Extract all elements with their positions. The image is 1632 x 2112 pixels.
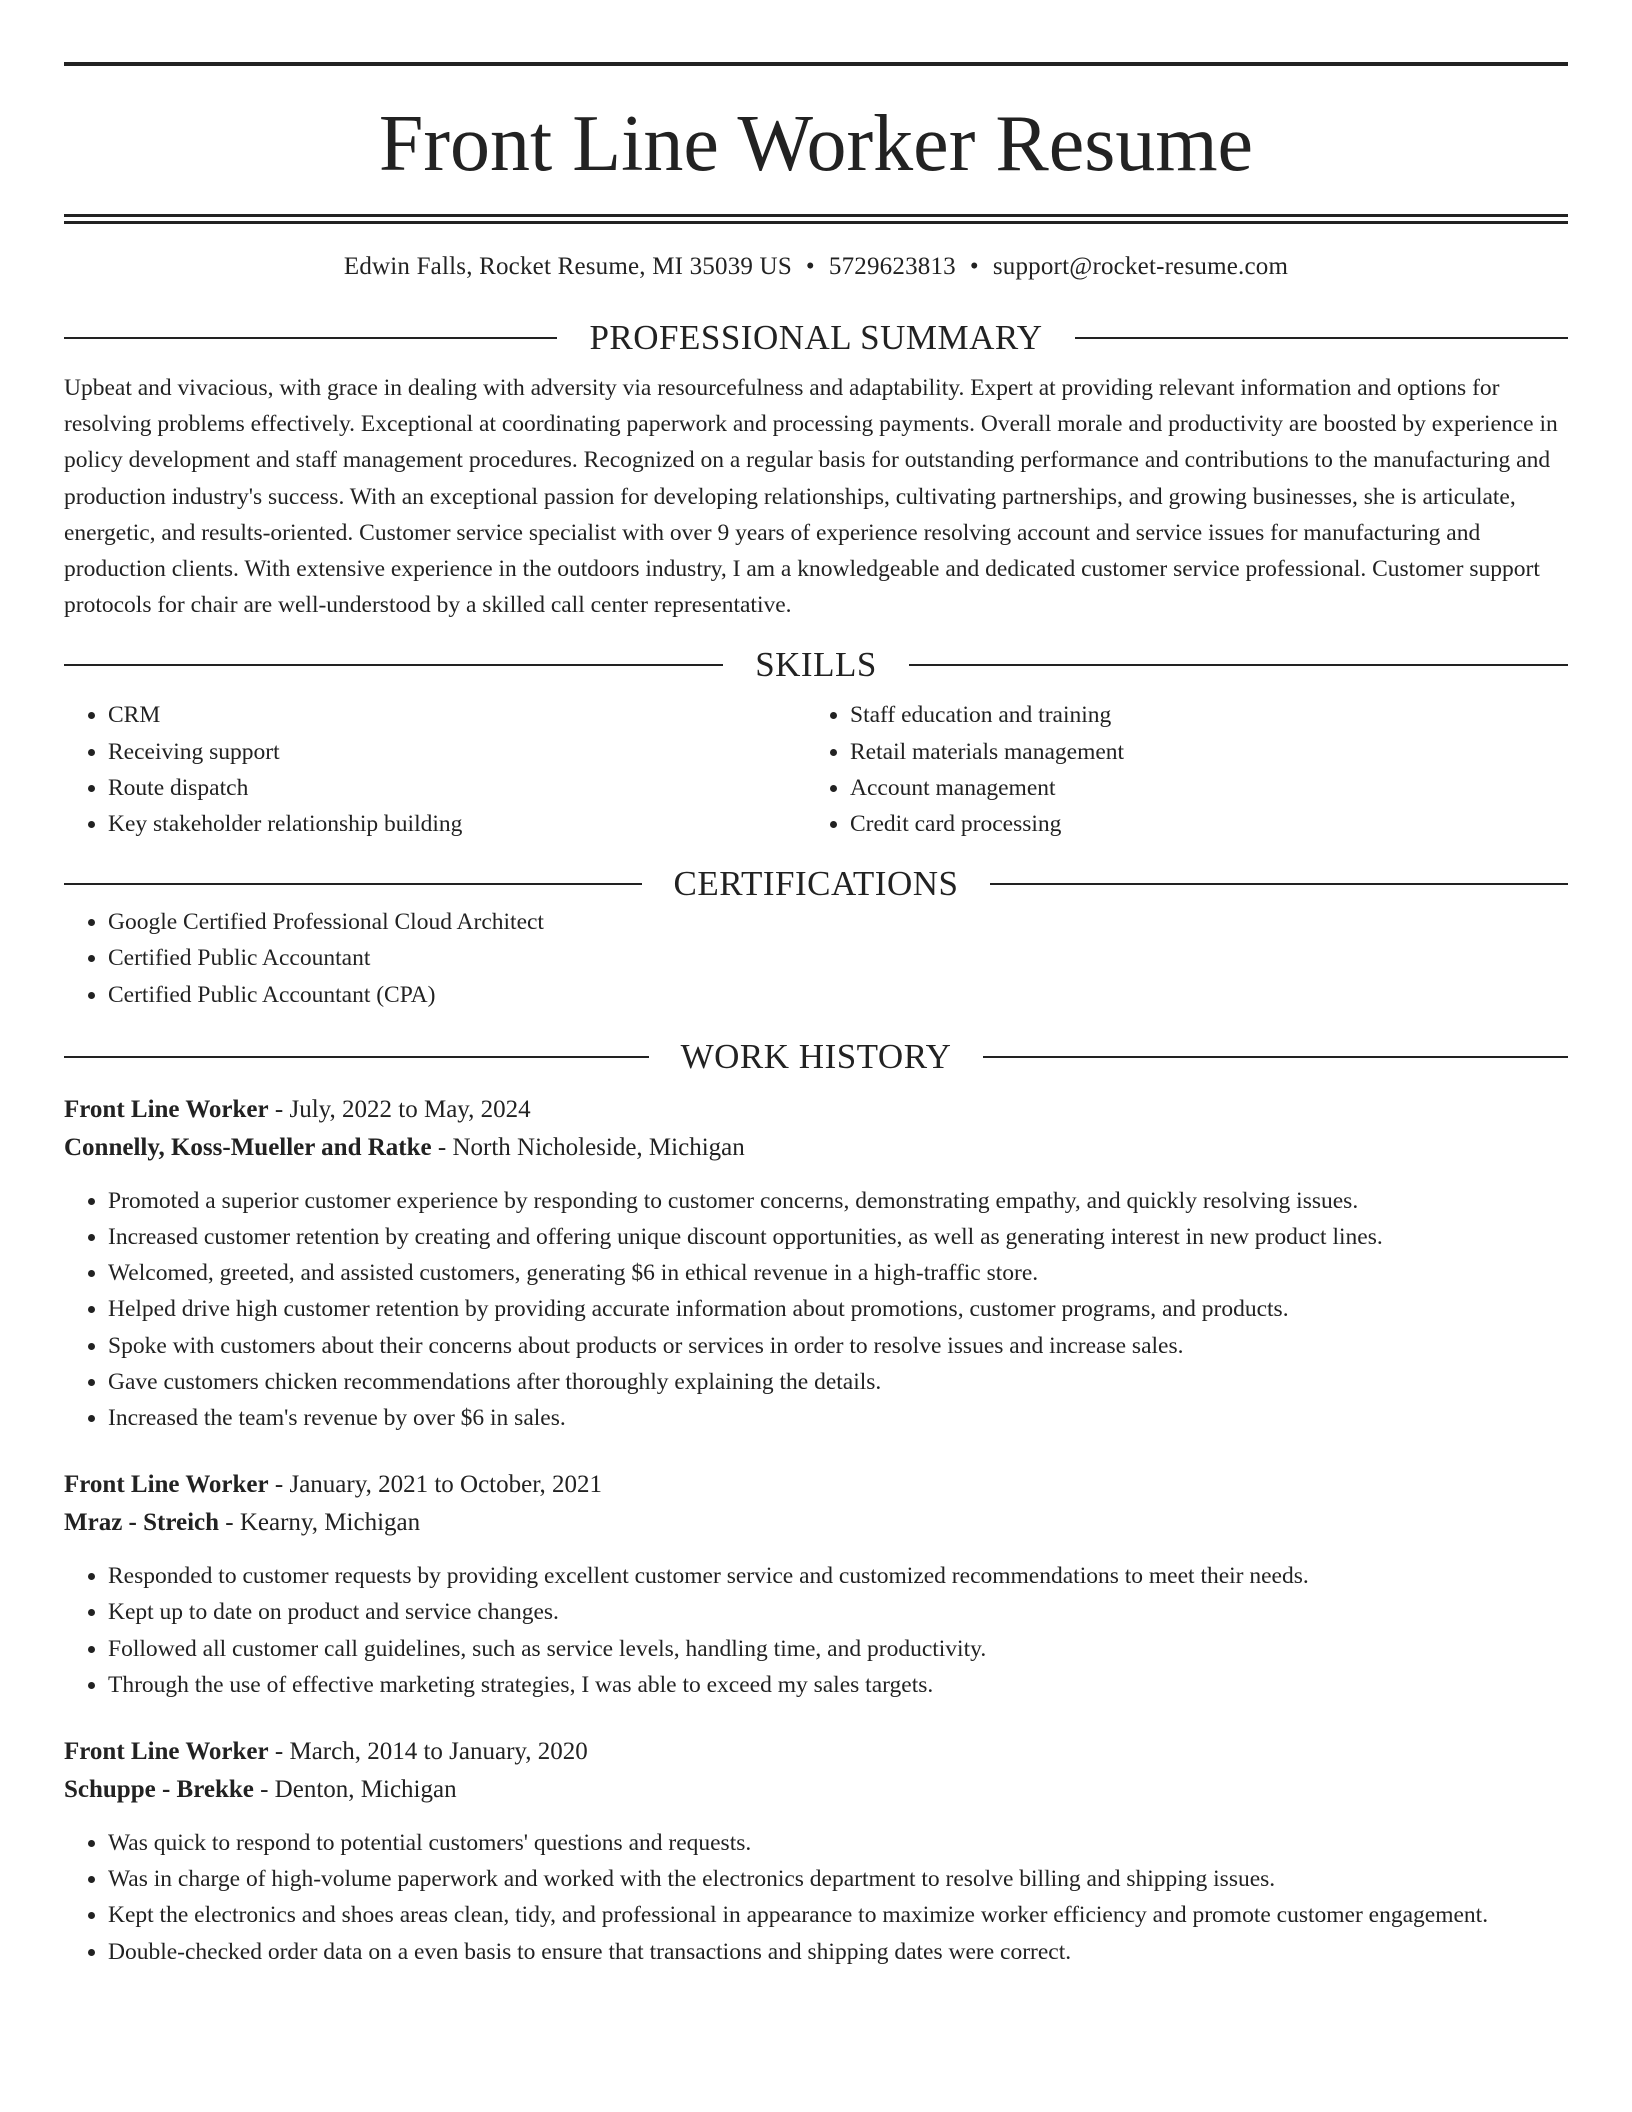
job-bullet: • Kept up to date on product and service changes. xyxy=(108,1594,1568,1630)
heading-rule xyxy=(64,337,557,339)
job-company-line xyxy=(64,1504,1568,1542)
heading-rule xyxy=(983,1056,1568,1058)
skill-item: • Staff education and training xyxy=(850,697,1548,733)
job-title: Front Line Worker xyxy=(64,1095,269,1123)
job-company: Schuppe - Brekke xyxy=(64,1776,254,1804)
job-bullet: • Gave customers chicken recommendations after thoroughly explaining the details. xyxy=(108,1364,1568,1400)
job-bullet: • Promoted a superior customer experience by responding to customer concerns, demonstrating empathy, and quickly resolving issues. xyxy=(108,1183,1568,1219)
job-bullet: • Followed all customer call guidelines, such as service levels, handling time, and productivity. xyxy=(108,1631,1568,1667)
job-bullet: • Helped drive high customer retention by providing accurate information about promotions, customer programs, and products. xyxy=(108,1291,1568,1327)
heading-rule xyxy=(1075,337,1568,339)
section-heading-certifications xyxy=(64,864,1568,904)
section-title: CERTIFICATIONS xyxy=(673,864,959,904)
job-location: - Kearny, Michigan xyxy=(219,1509,421,1537)
job-bullet: • Was in charge of high-volume paperwork and worked with the electronics department to resolve billing and shipping issues. xyxy=(108,1861,1568,1897)
job-company-line xyxy=(64,1129,1568,1167)
contact-email: support@rocket-resume.com xyxy=(992,253,1289,280)
job-title: Front Line Worker xyxy=(64,1471,269,1499)
heading-rule xyxy=(64,664,723,666)
top-rule xyxy=(64,62,1568,66)
title-double-rule xyxy=(64,214,1568,224)
skill-item: • Route dispatch xyxy=(108,770,806,806)
job-entry xyxy=(64,1091,1568,1436)
job-bullets xyxy=(64,1183,1568,1436)
job-title-line xyxy=(64,1091,1568,1129)
job-bullets xyxy=(64,1558,1568,1703)
job-company-line xyxy=(64,1771,1568,1809)
skill-item: • CRM xyxy=(108,697,806,733)
heading-rule xyxy=(64,1056,649,1058)
skills-column-left xyxy=(64,697,806,842)
job-bullet: • Welcomed, greeted, and assisted customers, generating $6 in ethical revenue in a high-traffic store. xyxy=(108,1255,1568,1291)
page-title: Front Line Worker Resume xyxy=(378,100,1254,188)
skills-column-right xyxy=(806,697,1548,842)
skills-list xyxy=(64,697,1568,842)
heading-rule xyxy=(990,883,1568,885)
job-title: Front Line Worker xyxy=(64,1738,269,1766)
job-bullet: • Spoke with customers about their concerns about products or services in order to resolve issues and increase sales. xyxy=(108,1328,1568,1364)
heading-rule xyxy=(909,664,1568,666)
heading-rule xyxy=(64,883,642,885)
contact-phone: 5729623813 xyxy=(828,253,956,280)
section-title: SKILLS xyxy=(755,645,877,685)
section-heading-work-history xyxy=(64,1037,1568,1077)
job-bullet: • Increased the team's revenue by over $6 in sales. xyxy=(108,1400,1568,1436)
job-company: Connelly, Koss-Mueller and Ratke xyxy=(64,1133,432,1161)
certification-item: • Certified Public Accountant (CPA) xyxy=(108,977,1568,1013)
certifications-list xyxy=(64,904,1568,1013)
section-heading-skills xyxy=(64,645,1568,685)
contact-address: Edwin Falls, Rocket Resume, MI 35039 US xyxy=(343,253,792,280)
skill-item: • Credit card processing xyxy=(850,806,1548,842)
certification-item: • Certified Public Accountant xyxy=(108,940,1568,976)
certification-item: • Google Certified Professional Cloud Architect xyxy=(108,904,1568,940)
contact-separator: • xyxy=(805,253,815,280)
resume-page xyxy=(64,62,1568,1970)
section-title: WORK HISTORY xyxy=(680,1036,952,1076)
job-dates: - January, 2021 to October, 2021 xyxy=(268,1471,603,1499)
job-bullet: • Increased customer retention by creating and offering unique discount opportunities, as well as generating interest in new product lines. xyxy=(108,1219,1568,1255)
job-title-line xyxy=(64,1466,1568,1504)
job-title-line xyxy=(64,1733,1568,1771)
skill-item: • Receiving support xyxy=(108,734,806,770)
job-bullet: • Through the use of effective marketing strategies, I was able to exceed my sales targets. xyxy=(108,1667,1568,1703)
job-bullet: • Kept the electronics and shoes areas clean, tidy, and professional in appearance to maximize worker efficiency and promote customer engagement. xyxy=(108,1897,1568,1933)
job-bullet: • Was quick to respond to potential customers' questions and requests. xyxy=(108,1825,1568,1861)
job-bullet: • Double-checked order data on a even basis to ensure that transactions and shipping dates were correct. xyxy=(108,1934,1568,1970)
job-entry xyxy=(64,1733,1568,1970)
job-bullet: • Responded to customer requests by providing excellent customer service and customized recommendations to meet their needs. xyxy=(108,1558,1568,1594)
contact-separator: • xyxy=(969,253,979,280)
section-heading-summary xyxy=(64,318,1568,358)
skill-item: • Account management xyxy=(850,770,1548,806)
skill-item: • Key stakeholder relationship building xyxy=(108,806,806,842)
section-title: PROFESSIONAL SUMMARY xyxy=(589,318,1043,357)
job-dates: - March, 2014 to January, 2020 xyxy=(268,1738,588,1766)
job-entry xyxy=(64,1466,1568,1703)
job-bullets xyxy=(64,1825,1568,1970)
job-location: - Denton, Michigan xyxy=(253,1776,457,1804)
summary-text: Upbeat and vivacious, with grace in dealing with adversity via resourcefulness and adaptability. Expert at providing relevant information and options for resolving problems effectively. Exceptional at coordinating paperwork and processing payments. Overall morale and productivity are boosted by experience in policy development and staff management procedures. Recognized on a regular basis for outstanding performance and contributions to the manufacturing and production industry's success. With an exceptional passion for developing relationships, cultivating partnerships, and growing businesses, she is articulate, energetic, and results-oriented. Customer service specialist with over 9 years of experience resolving account and service issues for manufacturing and production clients. With extensive experience in the outdoors industry, I am a knowledgeable and dedicated customer service professional. Customer support protocols for chair are well-understood by a skilled call center representative. xyxy=(64,375,1558,619)
job-company: Mraz - Streich xyxy=(64,1509,220,1537)
contact-line xyxy=(64,252,1568,282)
skill-item: • Retail materials management xyxy=(850,734,1548,770)
job-dates: - July, 2022 to May, 2024 xyxy=(268,1095,531,1123)
job-location: - North Nicholeside, Michigan xyxy=(431,1133,745,1161)
